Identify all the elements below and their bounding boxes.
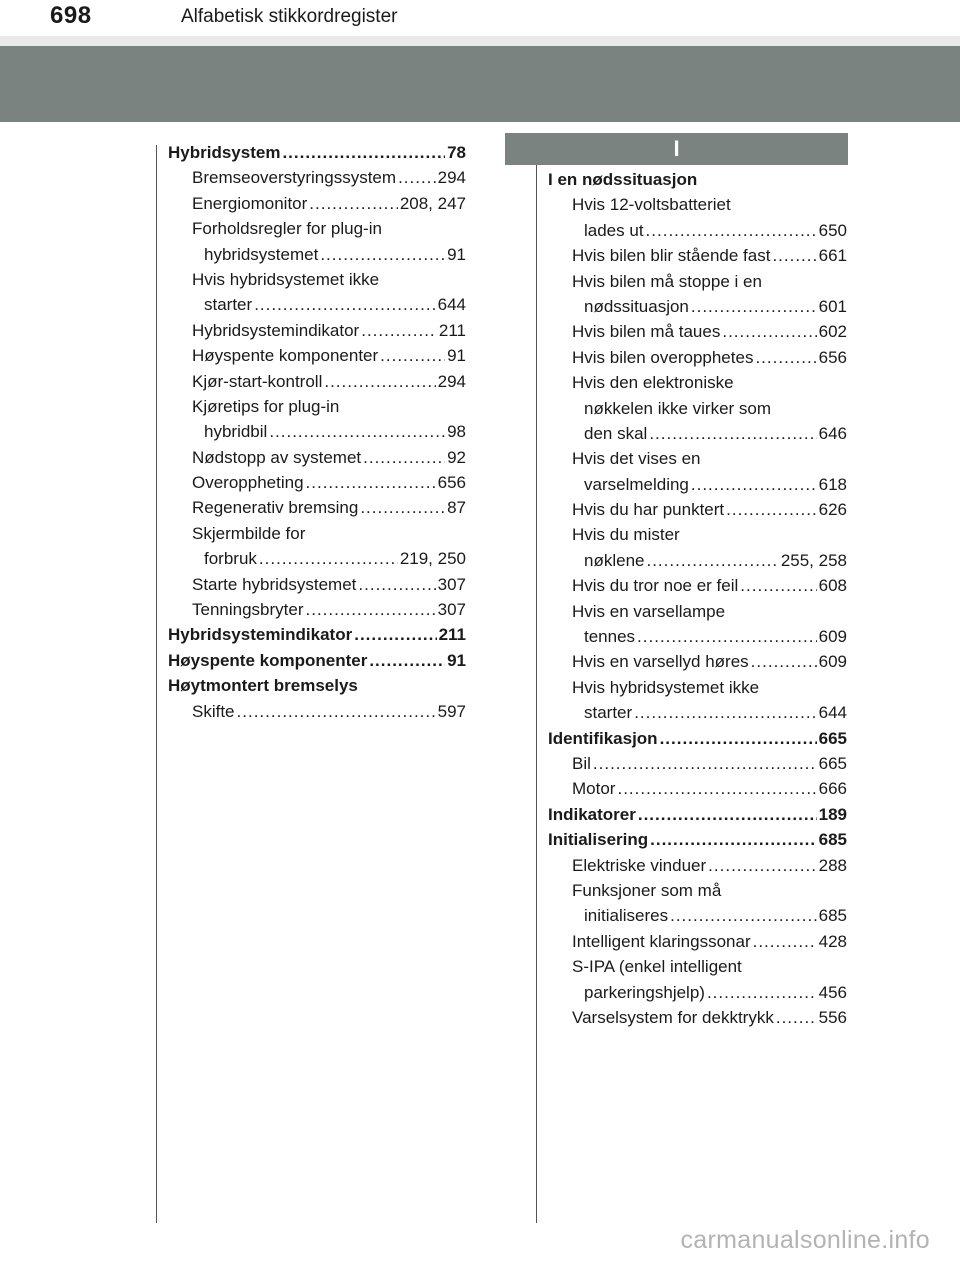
index-entry-sub	[548, 853, 847, 878]
index-term: Kjør-start-kontroll	[192, 371, 323, 391]
index-term: Starte hybridsystemet	[192, 574, 357, 594]
dot-leader	[320, 242, 445, 267]
page-reference: 666	[818, 779, 847, 799]
index-entry-sub	[548, 446, 847, 471]
page-reference: 91	[447, 650, 466, 670]
index-term: Hvis bilen overopphetes	[572, 347, 754, 367]
index-entry-sub	[548, 776, 847, 801]
page-reference: 307	[437, 600, 466, 620]
index-term: Hvis 12-voltsbatteriet	[572, 195, 731, 215]
dot-leader	[646, 218, 817, 243]
index-entry-cont	[168, 242, 466, 267]
page-reference: 78	[447, 143, 466, 162]
index-term: Forholdsregler for plug-in	[192, 219, 382, 239]
index-column-right	[548, 167, 847, 1030]
index-entry-sub	[168, 521, 466, 546]
index-term: nøkkelen ikke virker som	[584, 398, 772, 418]
index-entry-sub	[548, 269, 847, 294]
index-entry-sub	[168, 470, 466, 495]
dot-leader	[306, 470, 436, 495]
index-entry-sub	[168, 394, 466, 419]
page-reference: 608	[818, 576, 847, 596]
dot-leader	[360, 495, 445, 520]
dot-leader	[751, 649, 817, 674]
page-title: Alfabetisk stikkordregister	[181, 6, 398, 27]
page-reference: 656	[818, 347, 847, 367]
index-term: Hvis den elektroniske	[572, 373, 734, 393]
index-term: Høyspente komponenter	[192, 346, 379, 366]
index-term: Energiomonitor	[192, 193, 308, 213]
page-reference: 288	[818, 855, 847, 875]
dot-leader	[634, 700, 816, 725]
index-entry-main	[548, 802, 847, 827]
page-reference: 91	[447, 346, 466, 366]
index-entry-sub	[548, 497, 847, 522]
index-term: Identifikasjon	[548, 728, 658, 748]
index-term: Hvis bilen må stoppe i en	[572, 271, 762, 291]
index-term: Bil	[572, 753, 591, 773]
dot-leader	[649, 421, 816, 446]
page-number: 698	[50, 2, 92, 29]
dot-leader	[638, 802, 817, 827]
index-entry-cont	[168, 292, 466, 317]
index-entry-sub	[168, 699, 466, 724]
index-term: Overoppheting	[192, 473, 304, 493]
dot-leader	[753, 929, 817, 954]
page-reference: 685	[818, 830, 847, 850]
index-entry-sub	[168, 369, 466, 394]
dot-leader	[691, 294, 817, 319]
index-entry-main	[168, 140, 466, 165]
index-entry-sub	[548, 751, 847, 776]
index-entry-sub	[548, 522, 847, 547]
dot-leader	[646, 548, 778, 573]
index-entry-sub	[168, 445, 466, 470]
index-term: Hvis du har punktert	[572, 500, 725, 520]
index-term: Hvis bilen blir stående fast	[572, 246, 771, 266]
index-term: forbruk	[204, 549, 257, 569]
index-entry-cont	[548, 421, 847, 446]
index-term: Hvis du tror noe er feil	[572, 576, 739, 596]
dot-leader	[617, 776, 816, 801]
dot-leader	[740, 573, 816, 598]
index-column-left	[168, 140, 466, 724]
dot-leader	[269, 419, 445, 444]
dot-leader	[358, 572, 435, 597]
dot-leader	[363, 445, 445, 470]
dot-leader	[361, 318, 437, 343]
page-reference: 650	[818, 220, 847, 240]
section-letter-header: I	[505, 133, 848, 165]
dot-leader	[650, 827, 816, 852]
dot-leader	[306, 597, 436, 622]
index-term: Intelligent klaringssonar	[572, 931, 751, 951]
watermark: carmanualsonline.info	[680, 1226, 930, 1254]
dot-leader	[237, 699, 436, 724]
index-entry-sub	[548, 345, 847, 370]
index-entry-sub	[168, 495, 466, 520]
index-term: hybridsystemet	[204, 244, 319, 264]
index-term: Nødstopp av systemet	[192, 447, 362, 467]
header-divider	[0, 36, 960, 46]
index-term: initialiseres	[584, 906, 669, 926]
index-term: Kjøretips for plug-in	[192, 396, 340, 416]
page-reference: 92	[447, 447, 466, 467]
page-reference: 211	[438, 625, 466, 645]
page-reference: 208, 247	[399, 193, 466, 213]
page-reference: 665	[818, 728, 847, 748]
dot-leader	[259, 546, 398, 571]
page-reference: 618	[818, 474, 847, 494]
middle-column-rule	[536, 145, 537, 1223]
index-entry-sub	[548, 675, 847, 700]
index-term: S-IPA (enkel intelligent	[572, 957, 742, 977]
index-entry-sub	[168, 343, 466, 368]
index-entry-sub	[548, 243, 847, 268]
page-reference: 656	[437, 473, 466, 493]
index-entry-cont	[548, 472, 847, 497]
index-entry-sub	[548, 649, 847, 674]
page-reference: 428	[818, 931, 847, 951]
dot-leader	[691, 472, 817, 497]
page-reference: 294	[437, 168, 466, 188]
page-reference: 661	[818, 246, 847, 266]
index-entry-sub	[168, 267, 466, 292]
index-entry-main	[548, 827, 847, 852]
index-term: Bremseoverstyringssystem	[192, 168, 397, 188]
page-reference: 597	[437, 701, 466, 721]
index-term: Høyspente komponenter	[168, 650, 368, 670]
index-entry-main	[168, 673, 466, 698]
dot-leader	[776, 1005, 817, 1030]
index-entry-cont	[548, 903, 847, 928]
page-reference: 602	[818, 322, 847, 342]
index-term: tennes	[584, 627, 636, 647]
index-entry-cont	[548, 294, 847, 319]
index-entry-main	[548, 167, 847, 192]
dot-leader	[282, 140, 445, 165]
header-banner	[0, 46, 960, 122]
page-reference: 189	[818, 804, 847, 824]
dot-leader	[726, 497, 816, 522]
index-term: Hvis bilen må taues	[572, 322, 721, 342]
index-entry-sub	[548, 929, 847, 954]
dot-leader	[755, 345, 816, 370]
index-entry-sub	[548, 878, 847, 903]
index-entry-sub	[548, 370, 847, 395]
index-term: Funksjoner som må	[572, 880, 722, 900]
dot-leader	[593, 751, 817, 776]
index-entry-cont	[168, 546, 466, 571]
index-entry-sub	[548, 573, 847, 598]
index-term: Tenningsbryter	[192, 600, 304, 620]
index-term: Hvis en varsellyd høres	[572, 652, 749, 672]
index-term: Hvis du mister	[572, 525, 680, 545]
page-reference: 609	[818, 652, 847, 672]
page-reference: 601	[818, 296, 847, 316]
index-term: Skifte	[192, 701, 235, 721]
page-reference: 556	[818, 1007, 847, 1027]
index-entry-sub	[548, 192, 847, 217]
page-reference: 255, 258	[780, 550, 847, 570]
page-reference: 626	[818, 500, 847, 520]
dot-leader	[398, 165, 436, 190]
index-entry-sub	[168, 216, 466, 241]
page-reference: 644	[818, 703, 847, 723]
index-entry-cont	[548, 700, 847, 725]
index-entry-main	[168, 622, 466, 647]
index-entry-sub	[168, 318, 466, 343]
index-entry-cont	[548, 218, 847, 243]
index-entry-cont	[548, 980, 847, 1005]
index-entry-cont	[548, 624, 847, 649]
index-term: starter	[584, 703, 633, 723]
dot-leader	[380, 343, 445, 368]
index-term: Hvis hybridsystemet ikke	[572, 677, 760, 697]
index-term: Skjermbilde for	[192, 523, 306, 543]
page-header	[0, 0, 960, 36]
index-entry-main	[168, 648, 466, 673]
index-entry-cont	[548, 548, 847, 573]
index-entry-sub	[548, 599, 847, 624]
dot-leader	[707, 980, 817, 1005]
index-term: Initialisering	[548, 830, 649, 850]
page-reference: 211	[438, 320, 466, 340]
page-reference: 219, 250	[399, 549, 466, 569]
index-term: I en nødssituasjon	[548, 170, 698, 189]
dot-leader	[772, 243, 816, 268]
dot-leader	[722, 319, 816, 344]
dot-leader	[369, 648, 445, 673]
left-column-rule	[156, 145, 157, 1223]
page-reference: 456	[818, 982, 847, 1002]
index-term: Elektriske vinduer	[572, 855, 707, 875]
index-entry-sub	[168, 597, 466, 622]
dot-leader	[309, 191, 398, 216]
index-entry-sub	[548, 1005, 847, 1030]
dot-leader	[708, 853, 816, 878]
page-reference: 91	[447, 244, 466, 264]
index-term: Regenerativ bremsing	[192, 498, 359, 518]
dot-leader	[637, 624, 817, 649]
index-term: Indikatorer	[548, 804, 636, 824]
index-term: den skal	[584, 423, 648, 443]
dot-leader	[670, 903, 817, 928]
dot-leader	[254, 292, 435, 317]
page-reference: 644	[437, 295, 466, 315]
page-reference: 98	[447, 422, 466, 442]
page-reference: 307	[437, 574, 466, 594]
index-entry-sub	[548, 954, 847, 979]
page-reference: 646	[818, 423, 847, 443]
page-reference: 685	[818, 906, 847, 926]
index-entry-sub	[168, 572, 466, 597]
index-term: Hybridsystemindikator	[168, 625, 353, 645]
index-entry-cont	[168, 419, 466, 444]
index-entry-sub	[168, 165, 466, 190]
index-term: Motor	[572, 779, 616, 799]
index-term: lades ut	[584, 220, 644, 240]
index-term: Høytmontert bremselys	[168, 676, 358, 696]
index-term: nødssituasjon	[584, 296, 689, 316]
index-entry-main	[548, 726, 847, 751]
index-entry-sub	[168, 191, 466, 216]
dot-leader	[324, 369, 435, 394]
index-term: Hvis en varsellampe	[572, 601, 726, 621]
index-term: hybridbil	[204, 422, 268, 442]
index-term: Hvis det vises en	[572, 449, 701, 469]
page-reference: 609	[818, 627, 847, 647]
index-entry-cont	[548, 396, 847, 421]
index-term: Varselsystem for dekktrykk	[572, 1007, 774, 1027]
index-term: Hybridsystem	[168, 143, 281, 162]
page-reference: 665	[818, 753, 847, 773]
index-term: parkeringshjelp)	[584, 982, 705, 1002]
dot-leader	[354, 622, 436, 647]
index-term: starter	[204, 295, 253, 315]
index-entry-sub	[548, 319, 847, 344]
page-reference: 87	[447, 498, 466, 518]
index-term: varselmelding	[584, 474, 689, 494]
dot-leader	[660, 726, 817, 751]
index-term: nøklene	[584, 550, 645, 570]
page-reference: 294	[437, 371, 466, 391]
index-term: Hybridsystemindikator	[192, 320, 360, 340]
index-term: Hvis hybridsystemet ikke	[192, 269, 380, 289]
